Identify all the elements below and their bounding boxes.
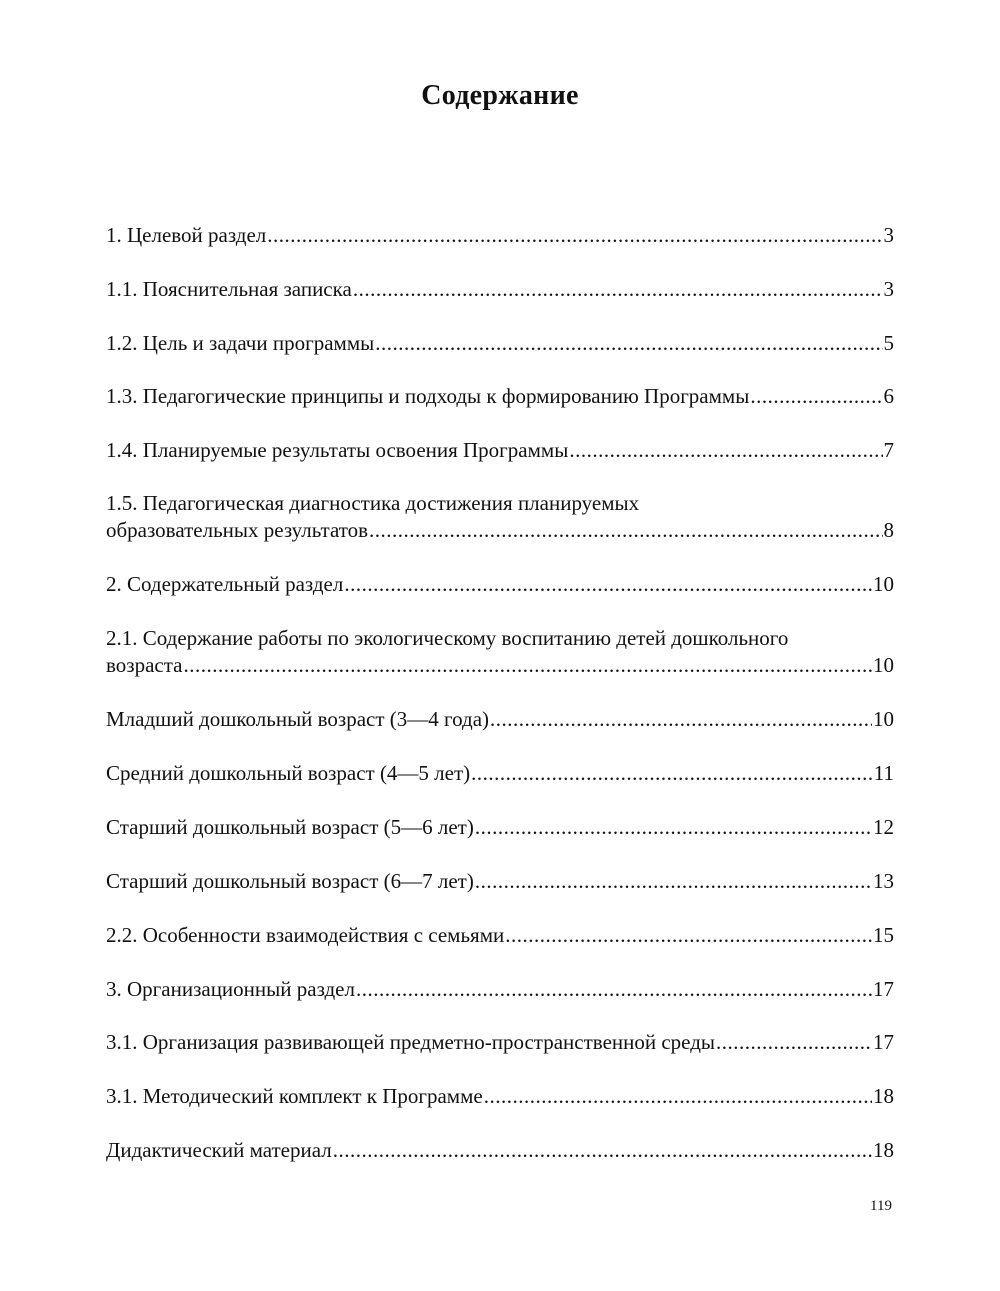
toc-dot-leader [183,652,872,679]
toc-entry-title: 1.1. Пояснительная записка [106,277,352,301]
toc-entry-title: 1.2. Цель и задачи программы [106,331,375,355]
toc-entry-title: 2.2. Особенности взаимодействия с семьями [106,923,505,947]
toc-page-number: 11 [873,761,894,785]
toc-page-number: 10 [873,572,894,596]
toc-entry-title: Старший дошкольный возраст (5—6 лет) [106,815,474,839]
toc-entry[interactable] [106,490,894,544]
toc-entry[interactable] [106,760,894,787]
toc-page-number: 8 [883,518,894,542]
toc-dot-leader [484,1083,872,1110]
toc-entry[interactable] [106,706,894,733]
toc-entry[interactable] [106,571,894,598]
toc-entry-title: 1.4. Планируемые результаты освоения Программы [106,438,569,462]
toc-page-number: 18 [873,1084,894,1108]
toc-entry-title: 1.3. Педагогические принципы и подходы к формированию Программы [106,384,750,408]
toc-entry[interactable] [106,330,894,357]
page-number: 119 [870,1198,892,1214]
toc-dot-leader [569,437,882,464]
toc-entry[interactable] [106,814,894,841]
toc-dot-leader [344,571,872,598]
toc-page-number: 3 [883,223,894,247]
toc-entry-title: 2. Содержательный раздел [106,572,344,596]
toc-page-number: 3 [883,277,894,301]
toc-dot-leader [475,868,872,895]
toc-entry[interactable] [106,1029,894,1056]
toc-entry[interactable] [106,276,894,303]
toc-entry-title: Дидактический материал [106,1138,332,1162]
toc-entry-title-head: 2.1. Содержание работы по экологическому воспитанию детей дошкольного [106,626,789,650]
toc-entry[interactable] [106,625,894,679]
toc-entry-title: 3. Организационный раздел [106,977,355,1001]
toc-entry[interactable] [106,1137,894,1164]
toc-entry-title: 3.1. Организация развивающей предметно-пространственной среды [106,1030,716,1054]
toc-entry[interactable] [106,383,894,410]
toc-dot-leader [750,383,882,410]
toc-dot-leader [375,330,882,357]
toc-entry[interactable] [106,437,894,464]
page-title: Содержание [421,80,579,111]
toc-page-number: 12 [873,815,894,839]
toc-dot-leader [369,517,882,544]
toc-page-number: 18 [873,1138,894,1162]
toc-entry-title: 1. Целевой раздел [106,223,267,247]
toc-page-number: 7 [883,438,894,462]
toc-entry[interactable] [106,222,894,249]
toc-page-number: 10 [873,707,894,731]
toc-entry-title-head: 1.5. Педагогическая диагностика достижения планируемых [106,491,640,515]
toc-entry[interactable] [106,976,894,1003]
toc-entry-title: Старший дошкольный возраст (6—7 лет) [106,869,474,893]
toc-dot-leader [490,706,872,733]
toc-page-number: 13 [873,869,894,893]
toc-page-number: 5 [883,331,894,355]
toc-dot-leader [356,976,872,1003]
toc-entry[interactable] [106,868,894,895]
toc-dot-leader [475,814,872,841]
toc-dot-leader [333,1137,872,1164]
toc-dot-leader [505,922,872,949]
toc-page-number: 17 [873,977,894,1001]
toc-entry-title: образовательных результатов [106,518,369,542]
toc-entry-title: 3.1. Методический комплект к Программе [106,1084,483,1108]
toc-page-number: 6 [883,384,894,408]
toc-entry-title: Средний дошкольный возраст (4—5 лет) [106,761,471,785]
toc-dot-leader [353,276,883,303]
toc-entry[interactable] [106,1083,894,1110]
toc-dot-leader [471,760,873,787]
toc-entry-title: Младший дошкольный возраст (3—4 года) [106,707,490,731]
toc-page-number: 15 [873,923,894,947]
toc-page-number: 10 [873,653,894,677]
toc-page-number: 17 [873,1030,894,1054]
toc-dot-leader [267,222,882,249]
toc-dot-leader [716,1029,872,1056]
toc-entry-title: возраста [106,653,183,677]
toc-entry[interactable] [106,922,894,949]
